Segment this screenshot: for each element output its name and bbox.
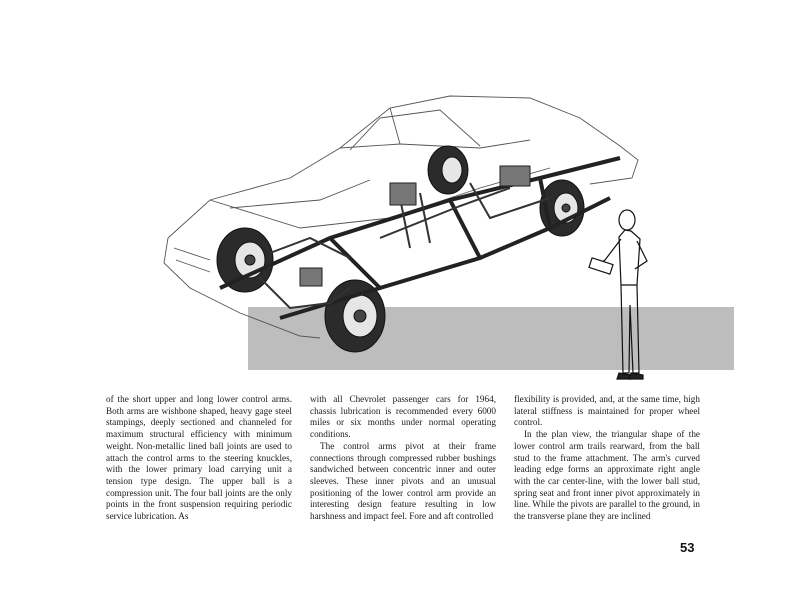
rear-left-wheel — [428, 146, 468, 194]
paragraph: The control arms pivot at their frame connections through compressed rubber bushings sandwiched between concentric inner and outer sleeves. These inner pivots and an unusual positioning of the lower control arm provide an interesting design feature resulting in low harshness and impact feel. Fore and aft controlled — [310, 440, 496, 522]
text-column-1 — [106, 394, 292, 523]
page-number: 53 — [680, 540, 695, 555]
paragraph: of the short upper and long lower control arms. Both arms are wishbone shaped, heavy gage steel stampings, deeply sectioned and channeled for maximum structural efficiency with minimum weight. Non-metallic lined ball joints are used to attach the control arms to the steering knuckles, with the lower primary load carrying unit a tension type design. The upper ball is a compression unit. The four ball joints are the only points in the front suspension requiring periodic service lubrication. As — [106, 394, 292, 522]
paragraph: flexibility is provided, and, at the same time, high lateral stiffness is maintained for proper wheel control. — [514, 394, 700, 428]
text-column-3 — [514, 394, 700, 523]
man-with-clipboard-figure — [585, 205, 665, 385]
paragraph: In the plan view, the triangular shape of the lower control arm trails rearward, from the ball stud to the frame attachment. The arm's curved leading edge forms an approximate right angle with the car center-line, with the lower ball stud, spring seat and front inner pivot approximately in line. While the pivots are parallel to the ground, in the transverse plane they are inclined — [514, 429, 700, 522]
text-column-2 — [310, 394, 496, 523]
paragraph: with all Chevrolet passenger cars for 1964, chassis lubrication is recommended every 6000 miles or six months under normal operating conditions. — [310, 394, 496, 440]
